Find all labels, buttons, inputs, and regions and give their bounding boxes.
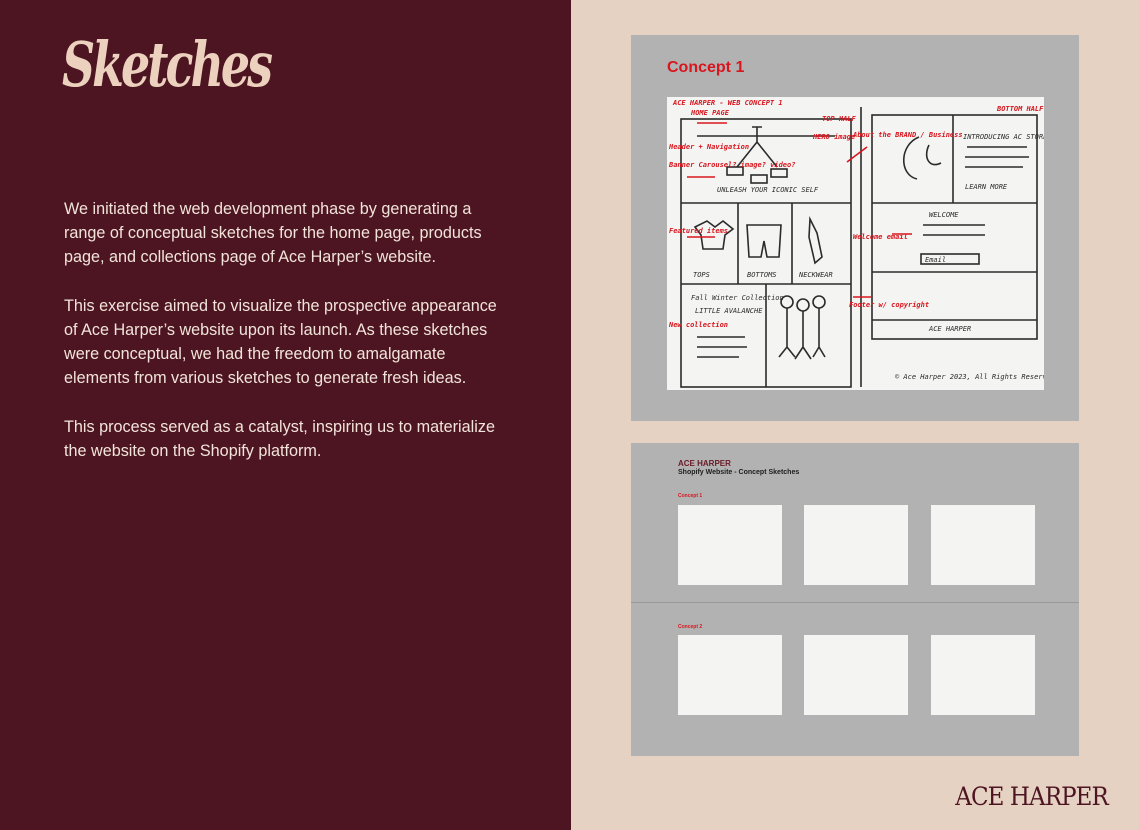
concept-2-thumbnail-1 [678, 635, 782, 715]
sketch-featured-note: Featured items [669, 227, 729, 235]
concept-1-thumbnail-2 [804, 505, 908, 585]
sketch-learn-more-label: LEARN MORE [965, 183, 1008, 191]
sketch-hero-caption: UNLEASH YOUR ICONIC SELF [717, 186, 819, 194]
sketch-footer-note: Footer w/ copyright [849, 301, 930, 309]
sketch-drawing [667, 97, 1044, 390]
sketch-tops-label: TOPS [693, 271, 710, 279]
sketch-bottom-half: BOTTOM HALF [997, 105, 1044, 113]
sketch-welcome-label: WELCOME [929, 211, 959, 219]
sketch-about-note: About the BRAND / Business [853, 131, 963, 139]
sketch-concept-title: ACE HARPER - WEB CONCEPT 1 [673, 99, 783, 107]
sketch-new-collection-note: New collection [669, 321, 729, 329]
sketch-footer-brand: ACE HARPER [929, 325, 972, 333]
concept-1-sketch [667, 97, 1044, 390]
sketch-introducing-label: INTRODUCING AC STORE [963, 133, 1044, 141]
sketch-hero-note: HERO image [813, 133, 856, 141]
overview-brand: ACE HARPER [678, 459, 731, 468]
sketch-neckwear-label: NECKWEAR [799, 271, 833, 279]
sketch-welcome-note: Welcome email [853, 233, 908, 241]
right-panel [571, 0, 1139, 830]
concept-2-thumbnail-3 [931, 635, 1035, 715]
sketch-copyright: © Ace Harper 2023, All Rights Reserved [895, 373, 1044, 381]
sketch-header-note: Header + Navigation [669, 143, 750, 151]
sketch-top-half: TOP HALF [822, 115, 856, 123]
overview-concept-2-label: Concept 2 [678, 624, 703, 630]
concept-1-heading: Concept 1 [667, 59, 745, 76]
concept-overview-card [631, 443, 1079, 756]
paragraph-1: We initiated the web development phase by generating a range of conceptual sketches for the home page, products page, and collections page of Ace Harper’s website. [64, 200, 482, 267]
page-title: Sketches [62, 28, 270, 101]
paragraph-2: This exercise aimed to visualize the prospective appearance of Ace Harper’s website upon its launch. As these sketches were conceptual, we had the freedom to amalgamate elements from various sketches to generate fresh ideas. [64, 296, 497, 388]
concept-1-thumbnail-1 [678, 505, 782, 585]
sketch-collection-label: Fall Winter Collection [691, 294, 784, 302]
concept-1-card [631, 35, 1079, 421]
sketch-email-label: Email [925, 256, 947, 264]
sketch-bottoms-label: BOTTOMS [747, 271, 777, 279]
overview-divider [631, 602, 1079, 603]
sketch-avalanche-label: LITTLE AVALANCHE [695, 307, 763, 315]
paragraph-3: This process served as a catalyst, inspiring us to materialize the website on the Shopify platform. [64, 417, 495, 460]
overview-subtitle: Shopify Website - Concept Sketches [678, 469, 800, 476]
concept-1-thumbnail-3 [931, 505, 1035, 585]
sketch-home-page: HOME PAGE [691, 109, 729, 117]
overview-concept-1-label: Concept 1 [678, 493, 703, 499]
ace-harper-logo: ACE HARPER [955, 782, 1108, 811]
body-text [64, 197, 504, 487]
sketch-banner-note: Banner Carousel? image? video? [669, 161, 796, 169]
concept-2-thumbnail-2 [804, 635, 908, 715]
